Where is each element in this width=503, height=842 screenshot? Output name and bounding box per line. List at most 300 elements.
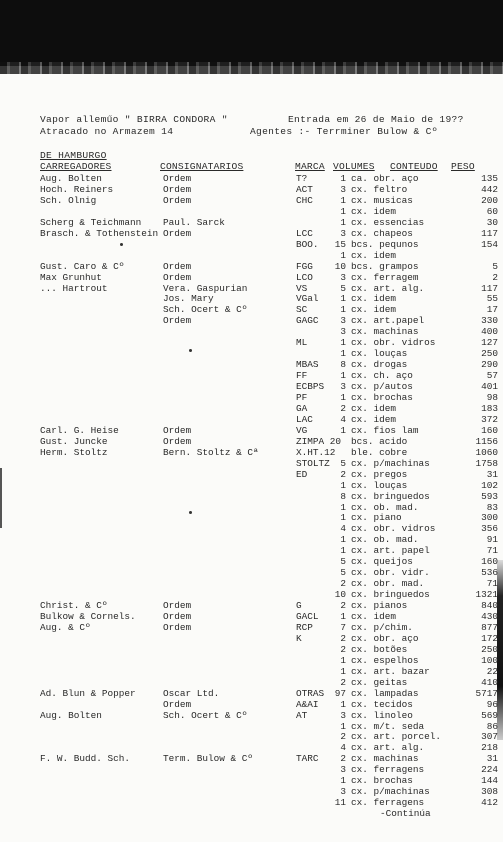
consignee-cell: Sch. Ocert & Cº (163, 709, 248, 721)
shipper-cell: Ad. Blun & Popper (40, 687, 136, 699)
table-row (0, 228, 503, 239)
mark-cell: T? (296, 173, 308, 184)
consignee-cell: Ordem (163, 600, 192, 612)
table-row (0, 622, 503, 633)
table-row (0, 699, 503, 710)
weight-cell: 117 (481, 227, 498, 239)
weight-cell: 2 (492, 271, 498, 283)
contents-cell: cx. queijos (351, 556, 413, 568)
table-row (0, 556, 503, 567)
weight-cell: 250 (481, 348, 498, 360)
contents-cell: cx. p/autos (351, 381, 413, 393)
weight-cell: 31 (486, 753, 498, 765)
mark-cell: OTRAS (296, 687, 325, 699)
table-row (0, 469, 503, 480)
contents-cell: cx. p/machinas (351, 457, 430, 469)
contents-cell: cx. art. alg. (351, 282, 425, 294)
weight-cell: 1060 (475, 446, 498, 458)
table-row (0, 458, 503, 469)
volumes-cell: 2 (340, 643, 346, 655)
weight-cell: 330 (481, 315, 498, 327)
consignee-cell: Ordem (163, 260, 192, 272)
mark-cell: LCO (296, 271, 313, 283)
table-row (0, 764, 503, 775)
mark-cell: FGG (296, 260, 313, 272)
mark-cell: ZIMPA 20 (296, 435, 342, 447)
berth-info: Atracado no Armazem 14 (40, 125, 174, 137)
shipper-cell: Gust. Juncke (40, 435, 108, 447)
table-row (0, 742, 503, 753)
contents-cell: cx. brochas (351, 775, 413, 787)
contents-cell: cx. idem (351, 304, 397, 316)
volumes-cell: 1 (340, 293, 346, 305)
volumes-cell: 11 (334, 797, 346, 809)
weight-cell: 160 (481, 424, 498, 436)
contents-cell: cx. pianos (351, 600, 408, 612)
volumes-cell: 3 (340, 183, 346, 195)
mark-cell: A&AI (296, 698, 319, 710)
volumes-cell: 3 (340, 227, 346, 239)
contents-cell: cx. botões (351, 643, 408, 655)
contents-cell: cx. ob. mad. (351, 501, 419, 513)
weight-cell: 135 (481, 173, 498, 184)
contents-cell: cx. fios lam (351, 424, 419, 436)
volumes-cell: 1 (340, 775, 346, 787)
weight-cell: 98 (486, 392, 498, 403)
header-line-1 (40, 114, 500, 126)
mark-cell: VG (296, 424, 308, 436)
table-row (0, 414, 503, 425)
volumes-cell: 1 (340, 720, 346, 732)
contents-cell: cx. bringuedos (351, 589, 430, 601)
contents-cell: cx. idem (351, 611, 397, 622)
table-row (0, 567, 503, 578)
volumes-cell: 2 (340, 676, 346, 688)
shipper-cell: Gust. Caro & Cº (40, 260, 125, 272)
volumes-cell: 5 (340, 556, 346, 568)
contents-cell: cx. machinas (351, 753, 419, 765)
contents-cell: cx. drogas (351, 359, 408, 371)
table-row (0, 447, 503, 458)
table-row (0, 425, 503, 436)
table-row (0, 403, 503, 414)
consignee-cell: Jos. Mary (163, 293, 214, 305)
table-row (0, 392, 503, 403)
weight-cell: 218 (481, 742, 498, 754)
table-row (0, 359, 503, 370)
table-row (0, 633, 503, 644)
volumes-cell: 1 (340, 370, 346, 382)
contents-cell: cx. idem (351, 293, 397, 305)
contents-cell: cx. obr. vidros (351, 337, 436, 349)
weight-cell: 60 (486, 205, 498, 217)
volumes-cell: 2 (340, 402, 346, 414)
column-header-shippers: CARREGADORES (40, 161, 112, 172)
shipper-cell: Brasch. & Tothenstein (40, 227, 159, 239)
volumes-cell: 10 (334, 260, 346, 272)
consignee-cell: Ordem (163, 183, 192, 195)
contents-cell: cx. idem (351, 249, 397, 261)
shipper-cell: Bulkow & Cornels. (40, 611, 136, 622)
ink-dot (120, 243, 123, 246)
table-row (0, 337, 503, 348)
table-row (0, 589, 503, 600)
contents-cell: cx. obr. mad. (351, 578, 425, 590)
mark-cell: STOLTZ (296, 457, 330, 469)
table-row (0, 293, 503, 304)
contents-cell: cx. espelhos (351, 654, 419, 666)
table-row (0, 239, 503, 250)
weight-cell: 96 (486, 698, 498, 710)
table-row (0, 710, 503, 721)
table-row (0, 206, 503, 217)
table-row (0, 775, 503, 786)
volumes-cell: 2 (340, 468, 346, 480)
mark-cell: MBAS (296, 359, 319, 371)
mark-cell: TARC (296, 753, 319, 765)
mark-cell: BOO. (296, 238, 319, 250)
arrival-date: Entrada em 26 de Maio de 19?? (288, 114, 464, 125)
contents-cell: ble. cobre (351, 446, 408, 458)
weight-cell: 100 (481, 654, 498, 666)
weight-cell: 154 (481, 238, 498, 250)
volumes-cell: 2 (340, 578, 346, 590)
table-row (0, 326, 503, 337)
contents-cell: cx. lampadas (351, 687, 419, 699)
weight-cell: 536 (481, 567, 498, 579)
consignee-cell: Oscar Ltd. (163, 687, 220, 699)
weight-cell: 17 (486, 304, 498, 316)
weight-cell: 71 (486, 545, 498, 557)
contents-cell: bcs. grampos (351, 260, 419, 272)
shipper-cell: Aug. Bolten (40, 709, 102, 721)
column-header-volumes: VOLUMES (333, 161, 375, 172)
weight-cell: 1156 (475, 435, 498, 447)
shipper-cell: Aug. & Cº (40, 621, 91, 633)
table-row (0, 534, 503, 545)
weight-cell: 57 (486, 370, 498, 382)
consignee-cell: Term. Bulow & Cº (163, 753, 254, 765)
consignee-cell: Ordem (163, 611, 192, 622)
weight-cell: 31 (486, 468, 498, 480)
volumes-cell: 1 (340, 534, 346, 546)
table-row (0, 731, 503, 742)
contents-cell: bcs. acido (351, 435, 408, 447)
contents-cell: ca. obr. aço (351, 173, 419, 184)
weight-cell: 91 (486, 534, 498, 546)
volumes-cell: 1 (340, 348, 346, 360)
mark-cell: CHC (296, 194, 313, 206)
contents-cell: cx. p/machinas (351, 786, 430, 798)
volumes-cell: 3 (340, 709, 346, 721)
volumes-cell: 1 (340, 545, 346, 557)
contents-cell: cx. art.papel (351, 315, 425, 327)
volumes-cell: 1 (340, 216, 346, 228)
weight-cell: 593 (481, 490, 498, 502)
table-row (0, 283, 503, 294)
table-row (0, 195, 503, 206)
weight-cell: 144 (481, 775, 498, 787)
contents-cell: cx. louças (351, 479, 408, 491)
mark-cell: FF (296, 370, 308, 382)
weight-cell: 356 (481, 523, 498, 535)
weight-cell: 372 (481, 413, 498, 425)
scan-black-top-margin (0, 0, 503, 66)
volumes-cell: 3 (340, 326, 346, 338)
volumes-cell: 1 (340, 501, 346, 513)
weight-cell: 5717 (475, 687, 498, 699)
volumes-cell: 5 (340, 282, 346, 294)
mark-cell: VS (296, 282, 308, 294)
volumes-cell: 4 (340, 742, 346, 754)
contents-cell: cx. idem (351, 413, 397, 425)
mark-cell: X.HT.12 (296, 446, 336, 458)
shipper-cell: Hoch. Reiners (40, 183, 114, 195)
contents-cell: cx. ferragem (351, 271, 419, 283)
contents-cell: cx. musicas (351, 194, 413, 206)
volumes-cell: 8 (340, 359, 346, 371)
weight-cell: 250 (481, 643, 498, 655)
consignee-cell: Ordem (163, 271, 192, 283)
volumes-cell: 1 (340, 665, 346, 677)
weight-cell: 22 (486, 665, 498, 677)
table-row (0, 611, 503, 622)
ship-name: Vapor alleműo " BIRRA CONDORA " (40, 114, 228, 125)
table-row (0, 491, 503, 502)
weight-cell: 569 (481, 709, 498, 721)
weight-cell: 172 (481, 632, 498, 644)
contents-cell: cx. art. porcel. (351, 731, 442, 743)
table-row (0, 217, 503, 228)
volumes-cell: 15 (334, 238, 346, 250)
continued-note: -Continúa (380, 808, 431, 819)
contents-cell: cx. art. bazar (351, 665, 430, 677)
contents-cell: cx. linoleo (351, 709, 413, 721)
column-header-mark: MARCA (295, 161, 325, 172)
volumes-cell: 3 (340, 271, 346, 283)
contents-cell: cx. geitas (351, 676, 408, 688)
volumes-cell: 10 (334, 589, 346, 601)
mark-cell: K (296, 632, 302, 644)
shipper-cell: Carl. G. Heise (40, 424, 119, 436)
volumes-cell: 1 (340, 654, 346, 666)
contents-cell: cx. obr. vidros (351, 523, 436, 535)
contents-cell: cx. ferragens (351, 797, 425, 809)
shipper-cell: ... Hartrout (40, 282, 108, 294)
contents-cell: cx. art. alg. (351, 742, 425, 754)
weight-cell: 102 (481, 479, 498, 491)
mark-cell: GAGC (296, 315, 319, 327)
weight-cell: 183 (481, 402, 498, 414)
contents-cell: bcs. pequnos (351, 238, 419, 250)
table-row (0, 370, 503, 381)
table-row (0, 480, 503, 491)
weight-cell: 117 (481, 282, 498, 294)
contents-cell: cx. louças (351, 348, 408, 360)
weight-cell: 400 (481, 326, 498, 338)
table-row (0, 512, 503, 523)
shipper-cell: Aug. Bolten (40, 173, 102, 184)
table-row (0, 381, 503, 392)
table-row (0, 315, 503, 326)
consignee-cell: Ordem (163, 698, 192, 710)
contents-cell: cx. feltro (351, 183, 408, 195)
volumes-cell: 3 (340, 315, 346, 327)
weight-cell: 1321 (475, 589, 498, 601)
table-row (0, 436, 503, 447)
shipper-cell: F. W. Budd. Sch. (40, 753, 131, 765)
volumes-cell: 1 (340, 194, 346, 206)
volumes-cell: 2 (340, 632, 346, 644)
weight-cell: 127 (481, 337, 498, 349)
contents-cell: cx. obr. aço (351, 632, 419, 644)
table-row (0, 250, 503, 261)
volumes-cell: 8 (340, 490, 346, 502)
weight-cell: 5 (492, 260, 498, 272)
table-row (0, 786, 503, 797)
header-line-2 (40, 126, 500, 138)
volumes-cell: 5 (340, 567, 346, 579)
weight-cell: 412 (481, 797, 498, 809)
volumes-cell: 1 (340, 249, 346, 261)
volumes-cell: 2 (340, 600, 346, 612)
contents-cell: cx. tecidos (351, 698, 413, 710)
table-row (0, 173, 503, 184)
mark-cell: G (296, 600, 302, 612)
volumes-cell: 1 (340, 611, 346, 622)
contents-cell: cx. art. papel (351, 545, 430, 557)
contents-cell: cx. obr. vidr. (351, 567, 430, 579)
mark-cell: ED (296, 468, 308, 480)
table-row (0, 677, 503, 688)
consignee-cell: Ordem (163, 621, 192, 633)
volumes-cell: 1 (340, 512, 346, 524)
agents-info: Agentes :- Terrminer Bulow & Cº (250, 125, 438, 137)
consignee-cell: Ordem (163, 424, 192, 436)
volumes-cell: 97 (334, 687, 346, 699)
contents-cell: cx. brochas (351, 392, 413, 403)
weight-cell: 55 (486, 293, 498, 305)
volumes-cell: 5 (340, 457, 346, 469)
table-row (0, 523, 503, 534)
weight-cell: 86 (486, 720, 498, 732)
shipper-cell: Max Grunhut (40, 271, 102, 283)
consignee-cell: Vera. Gaspurian (163, 282, 248, 294)
weight-cell: 307 (481, 731, 498, 743)
volumes-cell: 4 (340, 413, 346, 425)
table-row (0, 721, 503, 732)
mark-cell: SC (296, 304, 308, 316)
weight-cell: 224 (481, 764, 498, 776)
contents-cell: cx. ob. mad. (351, 534, 419, 546)
table-row (0, 753, 503, 764)
volumes-cell: 4 (340, 523, 346, 535)
consignee-cell: Ordem (163, 435, 192, 447)
origin-label: DE HAMBURGO (40, 150, 107, 161)
volumes-cell: 7 (340, 621, 346, 633)
contents-cell: cx. pregos (351, 468, 408, 480)
weight-cell: 290 (481, 359, 498, 371)
contents-cell: cx. p/chim. (351, 621, 413, 633)
volumes-cell: 1 (340, 205, 346, 217)
mark-cell: LAC (296, 413, 313, 425)
volumes-cell: 3 (340, 786, 346, 798)
scan-torn-edge (0, 62, 503, 74)
shipper-cell: Sch. Olnig (40, 194, 97, 206)
mark-cell: AT (296, 709, 308, 721)
shipper-cell: Christ. & Cº (40, 600, 108, 612)
shipper-cell: Herm. Stoltz (40, 446, 108, 458)
contents-cell: cx. chapeos (351, 227, 413, 239)
weight-cell: 840 (481, 600, 498, 612)
table-row (0, 261, 503, 272)
table-row (0, 545, 503, 556)
column-header-contents: CONTEUDO (390, 161, 438, 172)
volumes-cell: 1 (340, 479, 346, 491)
weight-cell: 71 (486, 578, 498, 590)
weight-cell: 308 (481, 786, 498, 798)
weight-cell: 877 (481, 621, 498, 633)
contents-cell: cx. idem (351, 205, 397, 217)
mark-cell: GA (296, 402, 308, 414)
column-header-weight: PESO (451, 161, 475, 172)
document-header (40, 114, 500, 137)
volumes-cell: 1 (340, 337, 346, 349)
contents-cell: cx. bringuedos (351, 490, 430, 502)
mark-cell: PF (296, 392, 308, 403)
table-row (0, 184, 503, 195)
contents-cell: cx. piano (351, 512, 402, 524)
consignee-cell: Ordem (163, 227, 192, 239)
volumes-cell: 3 (340, 381, 346, 393)
contents-cell: cx. ferragens (351, 764, 425, 776)
table-row (0, 600, 503, 611)
mark-cell: VGal (296, 293, 319, 305)
consignee-cell: Bern. Stoltz & Cª (163, 446, 259, 458)
volumes-cell: 1 (340, 304, 346, 316)
weight-cell: 430 (481, 611, 498, 622)
weight-cell: 160 (481, 556, 498, 568)
volumes-cell: 1 (340, 424, 346, 436)
mark-cell: ECBPS (296, 381, 325, 393)
mark-cell: GACL (296, 611, 319, 622)
ink-dot (189, 349, 192, 352)
contents-cell: cx. essencias (351, 216, 425, 228)
mark-cell: ACT (296, 183, 313, 195)
ink-dot (189, 511, 192, 514)
contents-cell: cx. ch. aço (351, 370, 413, 382)
table-row (0, 797, 503, 808)
mark-cell: RCP (296, 621, 313, 633)
weight-cell: 200 (481, 194, 498, 206)
weight-cell: 401 (481, 381, 498, 393)
contents-cell: cx. machinas (351, 326, 419, 338)
mark-cell: ML (296, 337, 308, 349)
weight-cell: 30 (486, 216, 498, 228)
volumes-cell: 2 (340, 753, 346, 765)
consignee-cell: Ordem (163, 315, 192, 327)
consignee-cell: Sch. Ocert & Cº (163, 304, 248, 316)
column-header-consignees: CONSIGNATARIOS (160, 161, 244, 172)
weight-cell: 442 (481, 183, 498, 195)
table-row (0, 348, 503, 359)
volumes-cell: 1 (340, 173, 346, 184)
table-row (0, 644, 503, 655)
weight-cell: 300 (481, 512, 498, 524)
table-row (0, 655, 503, 666)
mark-cell: LCC (296, 227, 313, 239)
table-row (0, 666, 503, 677)
